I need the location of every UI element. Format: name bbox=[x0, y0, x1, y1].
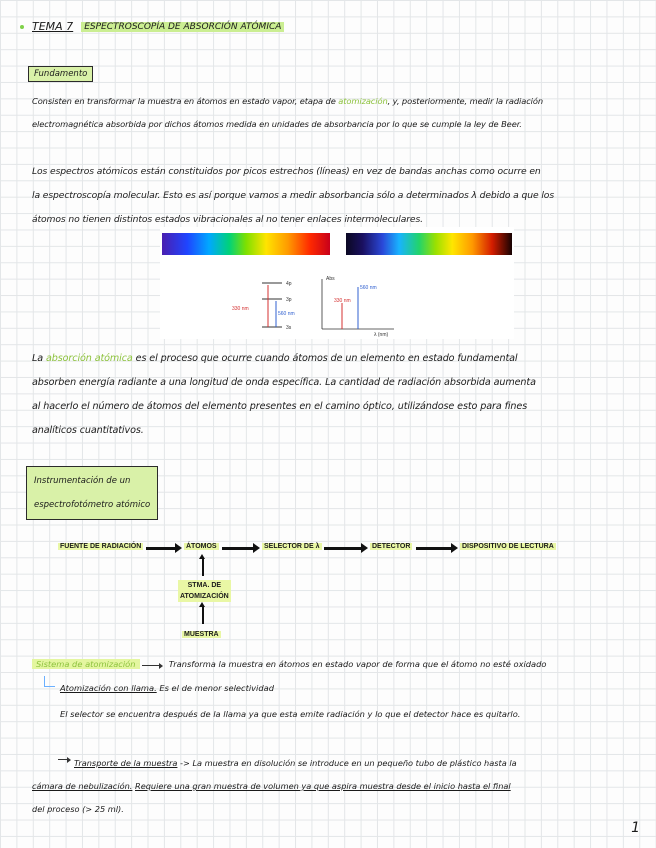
text: STMA. DE bbox=[187, 582, 222, 589]
label-330: 330 nm bbox=[232, 306, 249, 312]
bullet-dot bbox=[20, 25, 24, 29]
spectrum-figure bbox=[160, 227, 514, 339]
paragraph-absorcion bbox=[32, 347, 632, 443]
transporte-paragraph bbox=[74, 752, 644, 775]
section-fundamento: Fundamento bbox=[28, 66, 93, 82]
label-3s: 3s bbox=[286, 325, 292, 331]
flow-atomos: ÁTOMOS bbox=[186, 543, 217, 550]
flow-selector: SELECTOR DE λ bbox=[264, 543, 320, 550]
term-absorcion-atomica: absorción atómica bbox=[45, 353, 133, 364]
text: Instrumentación de un bbox=[34, 476, 131, 486]
flow-fuente: FUENTE DE RADIACIÓN bbox=[60, 543, 142, 550]
arrow-transporte bbox=[58, 759, 68, 760]
section-instrumentacion bbox=[26, 466, 158, 520]
arrow-3 bbox=[324, 547, 362, 550]
arrow-2 bbox=[222, 547, 254, 550]
selector-line: El selector se encuentra después de la llama ya que esta emite radiación y lo que el detector hace es quitarlo. bbox=[60, 709, 521, 719]
topic-number: TEMA 7 bbox=[32, 20, 74, 33]
absorbance-plot bbox=[314, 273, 404, 339]
text: Requiere una gran muestra de volumen ya que aspira muestra desde el inicio hasta el final bbox=[135, 781, 511, 791]
x-axis-label: λ (nm) bbox=[374, 332, 389, 338]
emission-spectrum bbox=[162, 233, 330, 255]
term-transporte: Transporte de la muestra bbox=[74, 758, 178, 768]
text: La bbox=[32, 353, 44, 364]
absorption-spectrum bbox=[346, 233, 512, 255]
text: analíticos cuantitativos. bbox=[32, 425, 144, 436]
flow-detector: DETECTOR bbox=[372, 543, 411, 550]
text: Transforma la muestra en átomos en estado vapor de forma que el átomo no esté oxidado bbox=[168, 659, 547, 669]
text: electromagnética absorbida por dichos átomos medida en unidades de absorbancia por lo que se cumple la ley de Beer. bbox=[32, 119, 522, 129]
term-camara: cámara de nebulización. bbox=[32, 781, 133, 791]
text: al hacerlo el número de átomos del elemento presentes en el camino óptico, utilizándose esto para fines bbox=[32, 401, 528, 412]
abs-label: Abs bbox=[326, 276, 335, 282]
arrow-1 bbox=[146, 547, 176, 550]
text: Es el de menor selectividad bbox=[159, 683, 274, 693]
paragraph-espectros bbox=[32, 160, 632, 232]
text: Consisten en transformar la muestra en átomos en estado vapor, etapa de bbox=[32, 96, 336, 106]
flow-sistema-atomizacion bbox=[178, 580, 231, 602]
flow-dispositivo: DISPOSITIVO DE LECTURA bbox=[462, 543, 554, 550]
instrument-flow bbox=[0, 536, 656, 646]
text: absorben energía radiante a una longitud de onda específica. La cantidad de radiación absorbida aumenta bbox=[32, 377, 536, 388]
text: espectrofotómetro atómico bbox=[34, 500, 151, 510]
text: -> La muestra en disolución se introduce en un pequeño tubo de plástico hasta la bbox=[180, 758, 517, 768]
term-llama: Atomización con llama. bbox=[60, 683, 157, 693]
label-4p: 4p bbox=[286, 281, 292, 287]
peak-560-label: 560 nm bbox=[360, 285, 377, 291]
flow-muestra: MUESTRA bbox=[184, 631, 219, 638]
paragraph-fundamento bbox=[32, 90, 632, 136]
arrow-4 bbox=[416, 547, 452, 550]
arrow-sistema bbox=[142, 665, 160, 666]
branch-line bbox=[44, 676, 55, 687]
term-sistema-atomizacion: Sistema de atomización bbox=[32, 659, 140, 669]
sistema-atomizacion-line bbox=[32, 659, 642, 669]
label-3p: 3p bbox=[286, 297, 292, 303]
text: átomos no tienen distintos estados vibracionales al no tener enlaces intermoleculares. bbox=[32, 214, 423, 225]
topic-title: ESPECTROSCOPÍA DE ABSORCIÓN ATÓMICA bbox=[81, 22, 284, 32]
energy-level-diagram bbox=[230, 273, 310, 339]
arrow-up-1 bbox=[202, 558, 204, 576]
page-title bbox=[20, 20, 284, 33]
term-atomizacion: atomización bbox=[338, 96, 388, 106]
text: ATOMIZACIÓN bbox=[180, 593, 229, 600]
text: la espectroscopía molecular. Esto es así porque vamos a medir absorbancia sólo a determinados λ debido a que los bbox=[32, 190, 555, 201]
peak-330-label: 330 nm bbox=[334, 298, 351, 304]
text: del proceso (> 25 ml). bbox=[32, 804, 124, 814]
arrow-up-2 bbox=[202, 606, 204, 624]
page-number: 1 bbox=[631, 820, 640, 836]
text: , y, posteriormente, medir la radiación bbox=[387, 96, 544, 106]
transporte-continued bbox=[32, 775, 642, 821]
text: es el proceso que ocurre cuando átomos de un elemento en estado fundamental bbox=[135, 353, 518, 364]
label-560: 560 nm bbox=[278, 311, 295, 317]
atomizacion-llama-line bbox=[60, 683, 274, 693]
text: Los espectros atómicos están constituidos por picos estrechos (líneas) en vez de bandas anchas como ocurre en bbox=[32, 166, 541, 177]
